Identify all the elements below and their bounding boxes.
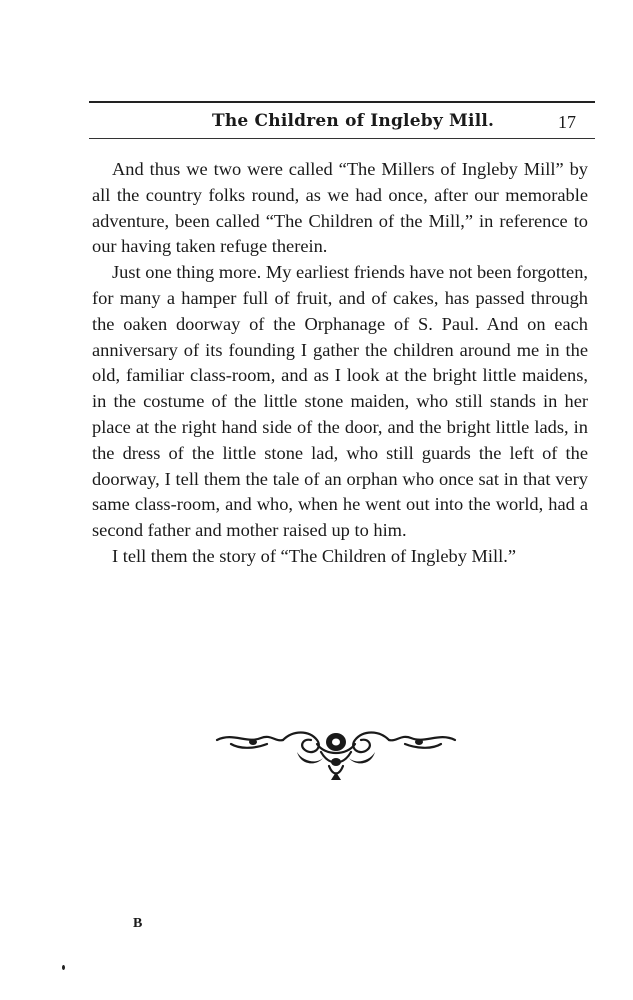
paragraph: Just one thing more. My earliest friends have not been forgotten, for many a hamper full of fruit, and of cakes, has passed through the oaken doorway of the Orphanage of S. Paul. And on each anniversary of its founding I gather the children around me in the old, familiar class-room, and as I look at the bright little maidens, in the costume of the little stone maiden, who still stands in her place at the right hand side of the door, and the bright little lads, in the dress of the little stone lad, who still guards the left of the doorway, I tell them the tale of an orphan who once sat in that very same class-room, and who, when he went out into the world, had a second father and mother raised up to him. [92,262,588,541]
paragraph: And thus we two were called “The Millers of Ingleby Mill” by all the country folks round, as we had once, after our memorable adventure, been called “The Children of the Mill,” in reference to our having taken refuge therein. [92,159,588,257]
print-speck [62,965,65,970]
body-text [92,157,588,570]
header-rule-top [89,101,595,103]
page-number: 17 [558,112,576,132]
paragraph: I tell them the story of “The Children of Ingleby Mill.” [112,545,516,566]
signature-mark: B [133,916,143,931]
tailpiece-ornament-icon [213,722,459,782]
running-head-title: The Children of Ingleby Mill. [212,111,495,131]
header-rule-bottom [89,138,595,139]
